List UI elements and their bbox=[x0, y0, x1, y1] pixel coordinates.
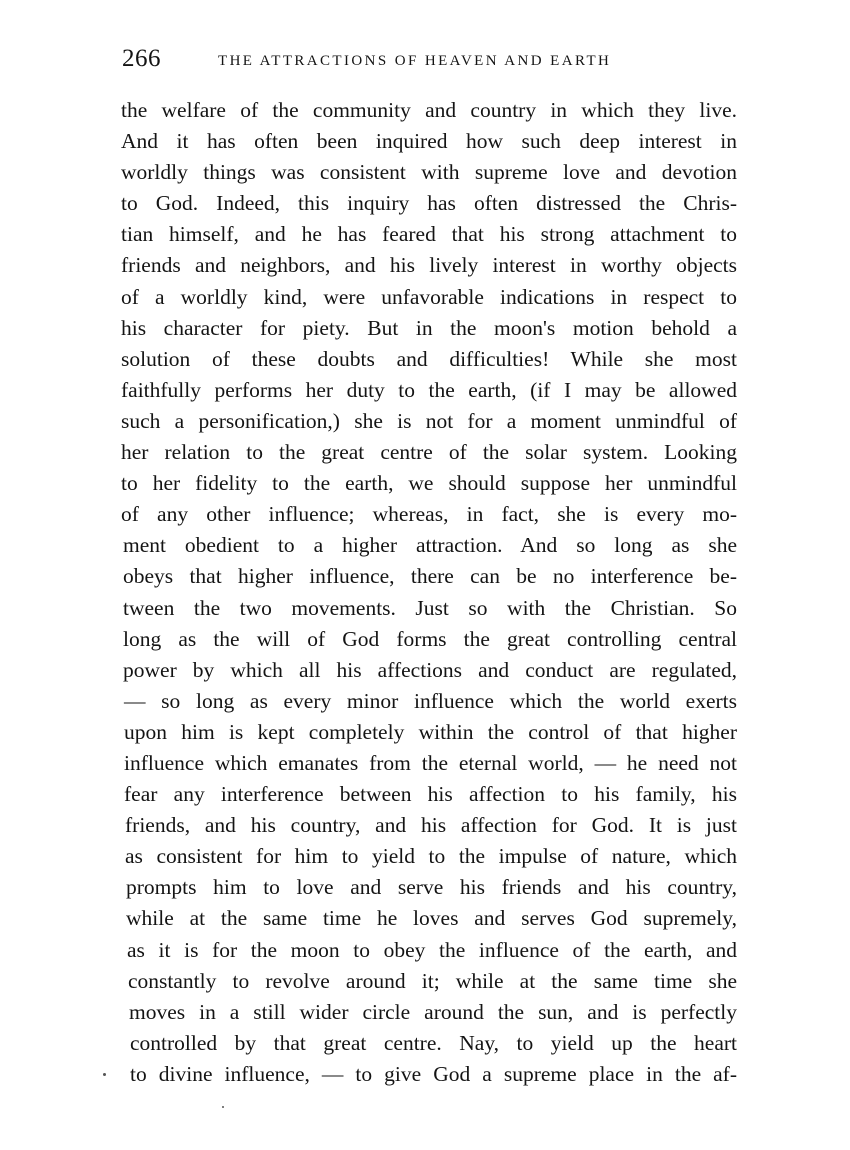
text-line: power by which all his affections and conduct are regulated, bbox=[123, 657, 737, 682]
text-line: of a worldly kind, were unfavorable indications in respect to bbox=[121, 284, 737, 309]
text-line: such a personification,) she is not for a moment unmindful of bbox=[121, 408, 737, 433]
ink-speck bbox=[103, 1073, 106, 1076]
page-number: 266 bbox=[122, 45, 161, 72]
text-line: to her fidelity to the earth, we should suppose her unmindful bbox=[121, 471, 737, 496]
text-line: of any other influence; whereas, in fact, she is every mo- bbox=[121, 502, 737, 527]
text-line: friends and neighbors, and his lively interest in worthy objects bbox=[121, 253, 737, 278]
text-line: while at the same time he loves and serves God supremely, bbox=[126, 906, 737, 931]
text-line: long as the will of God forms the great controlling central bbox=[123, 626, 737, 651]
text-line: as it is for the moon to obey the influence of the earth, and bbox=[127, 937, 737, 962]
text-line: — so long as every minor influence which the world exerts bbox=[124, 688, 737, 713]
text-line: the welfare of the community and country in which they live. bbox=[121, 98, 737, 122]
text-line: tween the two movements. Just so with the Christian. So bbox=[123, 595, 737, 620]
text-line: And it has often been inquired how such deep interest in bbox=[121, 129, 737, 154]
text-line: upon him is kept completely within the control of that higher bbox=[124, 719, 737, 744]
text-line: obeys that higher influence, there can be no interference be- bbox=[123, 564, 737, 589]
ink-speck bbox=[222, 1106, 224, 1108]
text-line: fear any interference between his affection to his family, his bbox=[124, 782, 737, 807]
text-line: to God. Indeed, this inquiry has often distressed the Chris- bbox=[121, 191, 737, 216]
text-line: tian himself, and he has feared that his strong attachment to bbox=[121, 222, 737, 247]
text-line: influence which emanates from the eternal world, — he need not bbox=[124, 750, 737, 775]
text-line: as consistent for him to yield to the impulse of nature, which bbox=[125, 844, 737, 869]
text-line: friends, and his country, and his affection for God. It is just bbox=[125, 813, 737, 838]
text-line: prompts him to love and serve his friends and his country, bbox=[126, 875, 737, 900]
text-line: constantly to revolve around it; while at the same time she bbox=[128, 968, 737, 993]
body-text bbox=[122, 95, 737, 1090]
text-line: her relation to the great centre of the solar system. Looking bbox=[121, 440, 737, 465]
text-line: his character for piety. But in the moon's motion behold a bbox=[121, 315, 737, 340]
running-title: THE ATTRACTIONS OF HEAVEN AND EARTH bbox=[218, 53, 612, 69]
text-line: controlled by that great centre. Nay, to yield up the heart bbox=[130, 1030, 737, 1055]
text-line: moves in a still wider circle around the sun, and is perfectly bbox=[129, 999, 737, 1024]
text-line: worldly things was consistent with supreme love and devotion bbox=[121, 160, 737, 185]
text-line: faithfully performs her duty to the earth, (if I may be allowed bbox=[121, 377, 737, 402]
text-line: solution of these doubts and difficulties! While she most bbox=[121, 346, 737, 371]
text-line: ment obedient to a higher attraction. And so long as she bbox=[123, 533, 737, 558]
running-head bbox=[122, 42, 762, 76]
text-line: to divine influence, — to give God a supreme place in the af- bbox=[130, 1061, 737, 1086]
